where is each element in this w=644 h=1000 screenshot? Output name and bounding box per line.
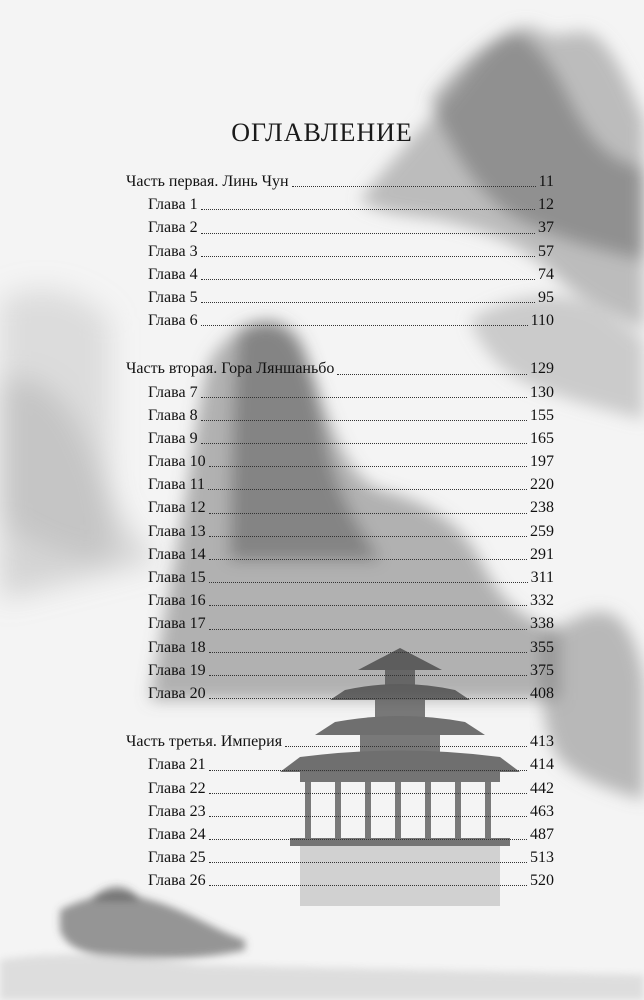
toc-chapter-entry-label: Глава 8: [148, 406, 198, 424]
dot-leader: [209, 582, 528, 583]
toc-chapter-entry-page-number: 291: [530, 545, 554, 563]
toc-chapter-entry-label: Глава 19: [148, 661, 206, 679]
toc-part-entry-page-number: 413: [530, 733, 554, 751]
toc-chapter-entry[interactable]: [126, 193, 554, 216]
toc-chapter-entry-page-number: 220: [530, 476, 554, 494]
toc-chapter-entry-label: Глава 21: [148, 756, 206, 774]
toc-chapter-entry[interactable]: [126, 846, 554, 869]
dot-leader: [209, 466, 527, 467]
toc-chapter-entry-page-number: 338: [530, 615, 554, 633]
dot-leader: [201, 256, 535, 257]
toc-chapter-entry-label: Глава 5: [148, 288, 198, 306]
toc-part-entry-page-number: 129: [530, 360, 554, 378]
toc-chapter-entry[interactable]: [126, 636, 554, 659]
toc-chapter-entry-label: Глава 17: [148, 615, 206, 633]
page-title: ОГЛАВЛЕНИЕ: [231, 118, 413, 147]
dot-leader: [209, 770, 527, 771]
dot-leader: [209, 885, 527, 886]
toc-chapter-entry-page-number: 311: [530, 569, 554, 586]
toc-chapter-entry-page-number: 130: [530, 383, 554, 401]
toc-chapter-entry-page-number: 165: [530, 429, 554, 447]
dot-leader: [209, 536, 527, 537]
toc-chapter-entry[interactable]: [126, 381, 554, 404]
toc-chapter-entry[interactable]: [126, 589, 554, 612]
toc-chapter-entry-label: Глава 13: [148, 522, 206, 540]
toc-chapter-entry-label: Глава 9: [148, 429, 198, 447]
toc-chapter-entry[interactable]: [126, 263, 554, 286]
dot-leader: [201, 209, 535, 210]
toc-chapter-entry-page-number: 332: [530, 592, 554, 610]
toc-part: [126, 170, 554, 332]
toc-chapter-entry-page-number: 37: [538, 219, 554, 237]
toc-chapter-entry[interactable]: [126, 869, 554, 892]
dot-leader: [201, 420, 527, 421]
toc-chapter-entry-page-number: 513: [530, 849, 554, 867]
dot-leader: [292, 186, 536, 187]
toc-part-entry-label: Часть третья. Империя: [126, 733, 283, 751]
toc-chapter-entry-page-number: 259: [530, 522, 554, 540]
toc-chapter-entry-label: Глава 12: [148, 499, 206, 517]
toc-chapter-entry-page-number: 487: [530, 825, 554, 843]
toc-chapter-entry[interactable]: [126, 777, 554, 800]
dot-leader: [209, 698, 527, 699]
toc-chapter-entry[interactable]: [126, 309, 554, 332]
toc-chapter-entry[interactable]: [126, 612, 554, 635]
toc-part-entry[interactable]: [126, 730, 554, 753]
toc-chapter-entry-label: Глава 23: [148, 802, 206, 820]
toc-chapter-entry[interactable]: [126, 216, 554, 239]
toc-chapter-entry-page-number: 197: [530, 453, 554, 471]
toc-chapter-entry-page-number: 110: [530, 312, 554, 330]
toc-chapter-entry-page-number: 12: [538, 196, 554, 214]
dot-leader: [201, 397, 527, 398]
dot-leader: [201, 443, 527, 444]
dot-leader: [209, 816, 527, 817]
dot-leader: [201, 233, 535, 234]
toc-chapter-entry[interactable]: [126, 240, 554, 263]
toc-chapter-entry[interactable]: [126, 404, 554, 427]
toc-chapter-entry[interactable]: [126, 682, 554, 705]
dot-leader: [209, 605, 527, 606]
toc-chapter-entry[interactable]: [126, 427, 554, 450]
toc-chapter-entry[interactable]: [126, 823, 554, 846]
toc-part-entry[interactable]: [126, 357, 554, 380]
toc-chapter-entry-page-number: 74: [538, 265, 554, 283]
toc-chapter-entry-label: Глава 1: [148, 196, 198, 214]
hill-silhouette-right: [540, 612, 644, 800]
toc-chapter-entry-page-number: 414: [530, 756, 554, 774]
dot-leader: [201, 325, 528, 326]
toc-chapter-entry-label: Глава 14: [148, 545, 206, 563]
toc-chapter-entry-label: Глава 4: [148, 265, 198, 283]
toc-part-entry-label: Часть первая. Линь Чун: [126, 173, 289, 190]
toc-chapter-entry[interactable]: [126, 450, 554, 473]
toc-chapter-entry-label: Глава 7: [148, 383, 198, 401]
toc-chapter-entry[interactable]: [126, 753, 554, 776]
toc-chapter-entry-label: Глава 20: [148, 684, 206, 702]
toc-chapter-entry-label: Глава 2: [148, 219, 198, 237]
dot-leader: [209, 862, 527, 863]
toc-chapter-entry-label: Глава 22: [148, 779, 206, 797]
toc-chapter-entry-page-number: 408: [530, 684, 554, 702]
toc-chapter-entry-page-number: 155: [530, 406, 554, 424]
toc-chapter-entry-page-number: 57: [538, 242, 554, 260]
toc-chapter-entry-label: Глава 10: [148, 453, 206, 471]
toc-part-entry-page-number: 11: [538, 173, 554, 190]
toc-chapter-entry-label: Глава 26: [148, 872, 206, 890]
dot-leader: [285, 746, 527, 747]
toc-part: [126, 730, 554, 892]
toc-chapter-entry[interactable]: [126, 659, 554, 682]
toc-chapter-entry-label: Глава 25: [148, 849, 206, 867]
toc-chapter-entry-page-number: 238: [530, 499, 554, 517]
dot-leader: [201, 302, 535, 303]
toc-chapter-entry-label: Глава 6: [148, 312, 198, 330]
toc-chapter-entry[interactable]: [126, 800, 554, 823]
toc-chapter-entry-label: Глава 11: [148, 476, 205, 494]
dot-leader: [201, 279, 535, 280]
toc-chapter-entry[interactable]: [126, 496, 554, 519]
toc-chapter-entry-page-number: 355: [530, 638, 554, 656]
toc-chapter-entry[interactable]: [126, 286, 554, 309]
toc-chapter-entry-label: Глава 24: [148, 825, 206, 843]
toc-chapter-entry[interactable]: [126, 520, 554, 543]
toc-chapter-entry[interactable]: [126, 543, 554, 566]
dot-leader: [209, 839, 527, 840]
dot-leader: [209, 793, 527, 794]
dot-leader: [208, 489, 527, 490]
toc-chapter-entry-page-number: 442: [530, 779, 554, 797]
toc-chapter-entry-page-number: 95: [538, 288, 554, 306]
toc-chapter-entry-label: Глава 16: [148, 592, 206, 610]
dot-leader: [337, 374, 527, 375]
table-of-contents: [126, 170, 554, 917]
toc-chapter-entry-page-number: 520: [530, 872, 554, 890]
dot-leader: [209, 513, 527, 514]
dot-leader: [209, 675, 527, 676]
toc-chapter-entry-page-number: 375: [530, 661, 554, 679]
toc-chapter-entry-label: Глава 15: [148, 569, 206, 586]
dot-leader: [209, 559, 527, 560]
dot-leader: [209, 629, 527, 630]
toc-chapter-entry-page-number: 463: [530, 802, 554, 820]
toc-part: [126, 357, 554, 705]
toc-part-entry[interactable]: [126, 170, 554, 193]
toc-chapter-entry-label: Глава 3: [148, 242, 198, 260]
toc-chapter-entry-label: Глава 18: [148, 638, 206, 656]
dot-leader: [209, 652, 527, 653]
toc-chapter-entry[interactable]: [126, 566, 554, 589]
toc-part-entry-label: Часть вторая. Гора Ляншаньбо: [126, 360, 335, 378]
toc-chapter-entry[interactable]: [126, 473, 554, 496]
